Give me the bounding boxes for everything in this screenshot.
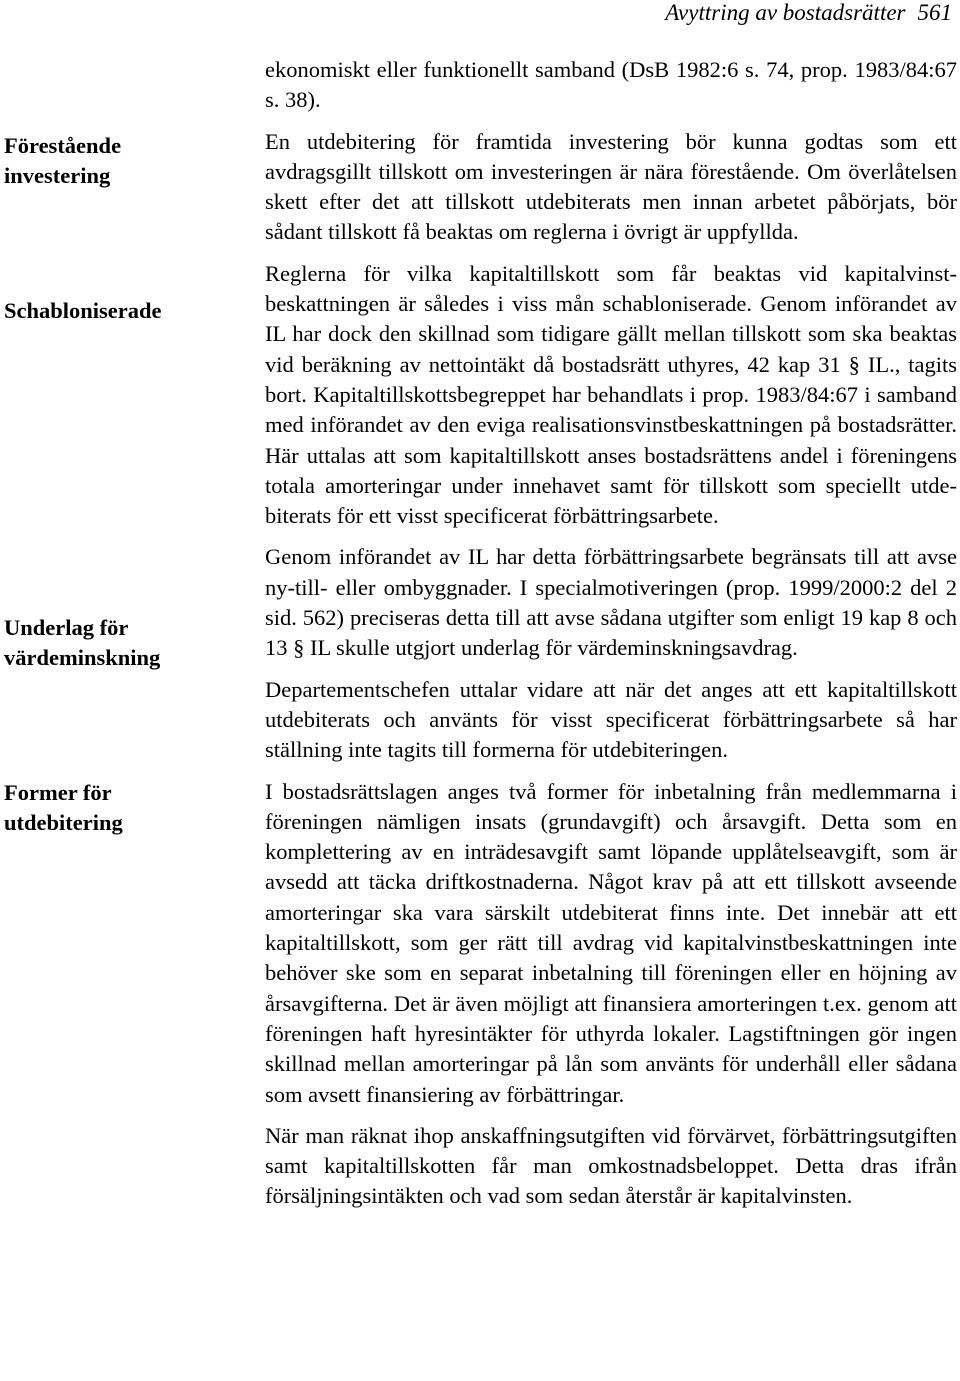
- margin-note-former: [4, 778, 224, 839]
- body-text: [265, 55, 957, 1223]
- margin-note-underlag: [4, 613, 224, 674]
- margin-note-line: Underlag för: [4, 615, 129, 640]
- margin-note-line: Förestående: [4, 133, 122, 158]
- page-number: 561: [917, 0, 952, 25]
- running-header-title: Avyttring av bostadsrätter: [665, 0, 906, 25]
- paragraph: Departementschefen uttalar vidare att när det anges att ett kapitaltillskott utdebiterats och använts för visst specificerat förbättringsarbete så har ställning inte tagits till formerna för utdebiteringen.: [265, 676, 957, 763]
- paragraph: Reglerna för vilka kapitaltillskott som får beaktas vid kapitalvinstbeskattningen är således i viss mån schabloniserade. Genom införandet av IL har dock den skillnad som tidigare gällt mellan tillskott som ska beaktas vid beräkning av nettointäkt då bostadsrätt uthyres, 42 kap 31 § IL., tagits bort. Kapitaltillskottsbegreppet har behandlats i prop. 1983/84:67 i samband med införandet av den eviga realisationsvinstbeskattningen på bostadsrätter. Här uttalas att som kapitaltillskott anses bostadsrättens andel i föreningens totala amorteringar under innehavet samt för tillskott som speciellt utdebiterats för ett visst specificerat förbättringsarbete.: [265, 260, 957, 529]
- paragraph: ekonomiskt eller funktionellt samband (DsB 1982:6 s. 74, prop. 1983/84:67 s. 38).: [265, 57, 957, 113]
- margin-note-forestaende: [4, 131, 224, 192]
- paragraph: I bostadsrättslagen anges två former för inbetalning från medlemmarna i föreningen nämligen insats (grundavgift) och årsavgift. Detta som en komplettering av en inträdesavgift samt löpande upplåtelseavgift, som är avsedd att täcka driftkostnaderna. Något krav på att ett tillskott avseende amorteringar ska vara särskilt utdebiterat finns inte. Det innebär att ett kapitaltillskott, som ger rätt till avdrag vid kapitalvinstbeskattningen inte behöver ske som en separat inbetalning till föreningen eller en höjning av årsavgifterna. Det är även möjligt att finansiera amorteringen t.ex. genom att föreningen haft hyresintäkter för uthyrda lokaler. Lagstiftningen gör ingen skillnad mellan amorteringar på lån som använts för underhåll eller sådana som avsett finansiering av förbättringar.: [265, 778, 957, 1107]
- margin-note-line: investering: [4, 163, 111, 189]
- margin-note-line: utdebitering: [4, 810, 123, 836]
- margin-note-schabloniserade: [4, 296, 224, 326]
- paragraph: Genom införandet av IL har detta förbättringsarbete begränsats till att avse ny-till- eller ombyggnader. I specialmotiveringen (prop. 1999/2000:2 del 2 sid. 562) preciseras detta till att avse sådana utgifter som enligt 19 kap 8 och 13 § IL skulle utgjort underlag för värdeminskningsavdrag.: [265, 544, 957, 661]
- running-header: [665, 0, 952, 26]
- margin-note-line: värdeminskning: [4, 645, 161, 671]
- margin-note-line: Schabloniserade: [4, 298, 162, 323]
- margin-note-line: Former för: [4, 780, 112, 805]
- paragraph: När man räknat ihop anskaffningsutgiften vid förvärvet, förbättringsutgiften samt kapitaltillskotten får man omkostnadsbeloppet. Detta dras ifrån försäljningsintäkten och vad som sedan återstår är kapitalvinsten.: [265, 1122, 957, 1209]
- paragraph: En utdebitering för framtida investering bör kunna godtas som ett avdragsgillt tillskott om investeringen är nära förestående. Om överlåtelsen skett efter det att tillskott utdebiterats men innan arbetet påbörjats, bör sådant tillskott få beaktas om reglerna i övrigt är uppfyllda.: [265, 128, 957, 245]
